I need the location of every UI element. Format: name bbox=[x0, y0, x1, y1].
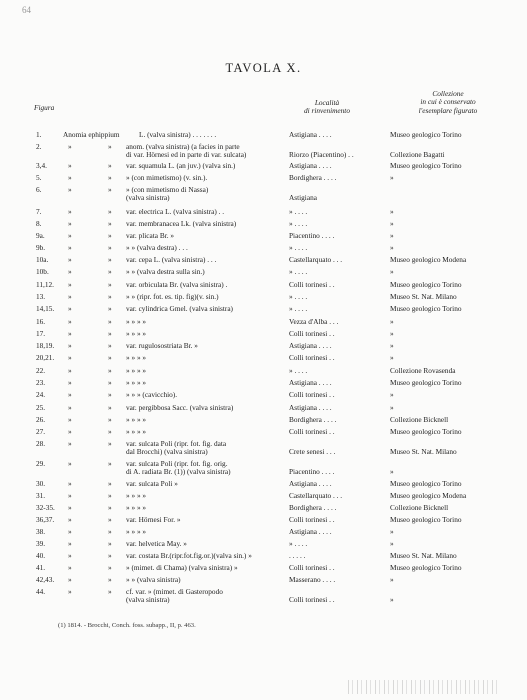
collection: Museo geologico Torino bbox=[390, 427, 462, 436]
locality: Castellarquato . . . bbox=[289, 255, 343, 264]
header-collezione-line1: Collezione bbox=[432, 89, 464, 98]
ditto-mark: » bbox=[68, 142, 72, 151]
specimen-description: » » (valva destra sulla sin.) bbox=[126, 267, 205, 276]
ditto-mark: » bbox=[108, 173, 112, 182]
header-localita bbox=[282, 99, 372, 116]
figure-number: 9a. bbox=[36, 231, 45, 240]
figure-number: 42,43. bbox=[36, 575, 55, 584]
specimen-description: di A. radiata Br. (1)) (valva sinistra) bbox=[126, 467, 231, 477]
specimen-description: » » » » bbox=[126, 329, 147, 338]
figure-number: 16. bbox=[36, 317, 46, 326]
collection: Museo geologico Torino bbox=[390, 479, 462, 488]
ditto-mark: » bbox=[108, 219, 112, 228]
ditto-mark: » bbox=[108, 207, 112, 216]
header-localita-line1: Località bbox=[314, 98, 340, 107]
collection: » bbox=[390, 341, 394, 350]
ditto-mark: » bbox=[108, 185, 112, 194]
ditto-mark: » bbox=[68, 503, 72, 512]
ditto-mark: » bbox=[108, 427, 112, 436]
locality: Colli torinesi . . bbox=[289, 353, 335, 362]
collection: Museo St. Nat. Milano bbox=[390, 447, 457, 457]
locality: » . . . . bbox=[289, 267, 308, 276]
locality: » . . . . bbox=[289, 243, 308, 252]
locality: . . . . . bbox=[289, 551, 306, 560]
ditto-mark: » bbox=[68, 255, 72, 264]
specimen-description: L. (valva sinistra) . . . . . . . bbox=[139, 130, 217, 139]
specimen-description: var. costata Br.(ripr.fot.fig.or.)(valva sin.) » bbox=[126, 551, 252, 560]
locality: Crete senesi . . . bbox=[289, 447, 336, 457]
ditto-mark: » bbox=[108, 539, 112, 548]
collection: Museo geologico Modena bbox=[390, 255, 467, 264]
locality: Colli torinesi . . bbox=[289, 390, 335, 399]
figure-number: 13. bbox=[36, 292, 46, 301]
collection: Museo geologico Torino bbox=[390, 161, 462, 170]
ditto-mark: » bbox=[108, 142, 112, 151]
locality: Astigiana . . . . bbox=[289, 479, 332, 488]
locality: Astigiana . . . . bbox=[289, 378, 332, 387]
collection: Collezione Bagatti bbox=[390, 150, 445, 160]
collection: » bbox=[390, 539, 394, 548]
figure-number: 39. bbox=[36, 539, 46, 548]
locality: » . . . . bbox=[289, 304, 308, 313]
specimen-description: » » » » bbox=[126, 366, 147, 375]
ditto-mark: » bbox=[108, 403, 112, 412]
ditto-mark: » bbox=[68, 366, 72, 375]
ditto-mark: » bbox=[68, 563, 72, 572]
specimen-description: var. pergibbosa Sacc. (valva sinistra) bbox=[126, 403, 234, 412]
specimen-description: var. cepa L. (valva sinistra) . . . bbox=[126, 255, 217, 264]
specimen-description: » » » » bbox=[126, 415, 147, 424]
locality: » . . . . bbox=[289, 539, 308, 548]
collection: » bbox=[390, 403, 394, 412]
figure-number: 6. bbox=[36, 185, 42, 194]
ditto-mark: » bbox=[68, 551, 72, 560]
figure-number: 26. bbox=[36, 415, 46, 424]
locality: Piacentino . . . . bbox=[289, 467, 335, 477]
ditto-mark: » bbox=[108, 575, 112, 584]
collection: Collezione Bicknell bbox=[390, 415, 449, 424]
locality: Astigiana . . . . bbox=[289, 527, 332, 536]
ditto-mark: » bbox=[108, 390, 112, 399]
ditto-mark: » bbox=[68, 317, 72, 326]
locality: Bordighera . . . . bbox=[289, 503, 337, 512]
specimen-description: var. sulcata Poli » bbox=[126, 479, 178, 488]
locality: Masserano . . . . bbox=[289, 575, 336, 584]
figure-number: 41. bbox=[36, 563, 46, 572]
specimen-description: » » » » bbox=[126, 427, 147, 436]
ditto-mark: » bbox=[68, 427, 72, 436]
figure-number: 44. bbox=[36, 587, 46, 596]
figure-number: 25. bbox=[36, 403, 46, 412]
ditto-mark: » bbox=[108, 527, 112, 536]
specimen-description: » » » » bbox=[126, 317, 147, 326]
specimen-description: var. Hörnesi For. » bbox=[126, 515, 181, 524]
specimen-description: var. cylindrica Gmel. (valva sinistra) bbox=[126, 304, 233, 313]
figure-number: 7. bbox=[36, 207, 42, 216]
ditto-mark: » bbox=[108, 292, 112, 301]
figure-number: 8. bbox=[36, 219, 42, 228]
scan-artifact-marks bbox=[348, 680, 498, 694]
specimen-description: di var. Hörnesi ed in parte di var. sulcata) bbox=[126, 150, 247, 160]
figure-number: 28. bbox=[36, 439, 46, 448]
locality: » . . . . bbox=[289, 292, 308, 301]
collection: » bbox=[390, 390, 394, 399]
ditto-mark: » bbox=[68, 459, 72, 468]
ditto-mark: » bbox=[68, 587, 72, 596]
locality: » . . . . bbox=[289, 207, 308, 216]
ditto-mark: » bbox=[68, 243, 72, 252]
locality: » . . . . bbox=[289, 219, 308, 228]
figure-number: 32-35. bbox=[36, 503, 55, 512]
locality: Astigiana . . . . bbox=[289, 161, 332, 170]
ditto-mark: » bbox=[108, 161, 112, 170]
ditto-mark: » bbox=[68, 231, 72, 240]
specimen-description: » » » » bbox=[126, 503, 147, 512]
figure-number: 27. bbox=[36, 427, 46, 436]
ditto-mark: » bbox=[68, 185, 72, 194]
locality: Bordighera . . . . bbox=[289, 173, 337, 182]
specimen-description: » » (valva sinistra) bbox=[126, 575, 181, 584]
locality: Colli torinesi . . bbox=[289, 563, 335, 572]
ditto-mark: » bbox=[108, 267, 112, 276]
plate-title: TAVOLA X. bbox=[225, 61, 302, 75]
figure-number: 36,37. bbox=[36, 515, 55, 524]
ditto-mark: » bbox=[108, 243, 112, 252]
locality: Astigiana bbox=[289, 193, 317, 203]
locality: Colli torinesi . . bbox=[289, 280, 335, 289]
figure-number: 10b. bbox=[36, 267, 49, 276]
collection: Collezione Rovasenda bbox=[390, 366, 456, 375]
collection: » bbox=[390, 207, 394, 216]
specimen-description: anom. (valva sinistra) (a facies in parte bbox=[126, 142, 240, 151]
collection: » bbox=[390, 231, 394, 240]
ditto-mark: » bbox=[108, 459, 112, 468]
genus-name: Anomia ephippium bbox=[63, 130, 120, 139]
collection: » bbox=[390, 267, 394, 276]
ditto-mark: » bbox=[108, 587, 112, 596]
specimen-description: var. sulcata Poli (ripr. fot. fig. orig. bbox=[126, 459, 228, 468]
collection: » bbox=[390, 575, 394, 584]
ditto-mark: » bbox=[68, 341, 72, 350]
collection: » bbox=[390, 467, 394, 477]
collection: Collezione Bicknell bbox=[390, 503, 449, 512]
figure-number: 20,21. bbox=[36, 353, 55, 362]
specimen-description: » (con mimetismo) (v. sin.). bbox=[126, 173, 208, 182]
ditto-mark: » bbox=[68, 439, 72, 448]
figure-number: 24. bbox=[36, 390, 46, 399]
ditto-mark: » bbox=[108, 255, 112, 264]
header-figura: Figura bbox=[34, 103, 55, 112]
figure-number: 31. bbox=[36, 491, 46, 500]
specimen-description: » » » (cavicchio). bbox=[126, 390, 178, 399]
locality: Colli torinesi . . bbox=[289, 595, 335, 605]
specimen-description: (valva sinistra) bbox=[126, 193, 170, 203]
specimen-description: (valva sinistra) bbox=[126, 595, 170, 605]
collection: Museo geologico Torino bbox=[390, 280, 462, 289]
ditto-mark: » bbox=[108, 515, 112, 524]
figure-number: 40. bbox=[36, 551, 46, 560]
header-collezione bbox=[388, 90, 508, 115]
ditto-mark: » bbox=[68, 515, 72, 524]
specimen-description: var. orbiculata Br. (valva sinistra) . bbox=[126, 280, 228, 289]
collection: » bbox=[390, 329, 394, 338]
specimen-description: var. helvetica May. » bbox=[126, 539, 187, 548]
locality: Colli torinesi . . bbox=[289, 329, 335, 338]
locality: Castellarquato . . . bbox=[289, 491, 343, 500]
locality: Vezza d'Alba . . . bbox=[289, 317, 339, 326]
footnote: (1) 1814. - Brocchi, Conch. foss. subapp., II, p. 463. bbox=[58, 622, 196, 629]
ditto-mark: » bbox=[68, 415, 72, 424]
collection: » bbox=[390, 353, 394, 362]
ditto-mark: » bbox=[108, 317, 112, 326]
header-collezione-line2: in cui è conservato bbox=[420, 97, 476, 107]
figure-number: 14,15. bbox=[36, 304, 55, 313]
ditto-mark: » bbox=[68, 292, 72, 301]
collection: » bbox=[390, 219, 394, 228]
ditto-mark: » bbox=[68, 219, 72, 228]
collection: » bbox=[390, 595, 394, 605]
figure-number: 11,12. bbox=[36, 280, 54, 289]
ditto-mark: » bbox=[68, 173, 72, 182]
figure-number: 38. bbox=[36, 527, 46, 536]
specimen-description: var. membranacea Lk. (valva sinistra) bbox=[126, 219, 237, 228]
locality: Piacentino . . . . bbox=[289, 231, 335, 240]
header-localita-line2: di rinvenimento bbox=[303, 106, 350, 116]
specimen-description: » » » » bbox=[126, 527, 147, 536]
ditto-mark: » bbox=[108, 378, 112, 387]
specimen-description: var. plicata Br. » bbox=[126, 231, 175, 240]
figure-number: 2. bbox=[36, 142, 42, 151]
ditto-mark: » bbox=[108, 551, 112, 560]
ditto-mark: » bbox=[68, 539, 72, 548]
figure-number: 29. bbox=[36, 459, 46, 468]
ditto-mark: » bbox=[108, 329, 112, 338]
specimen-description: dal Brocchi) (valva sinistra) bbox=[126, 447, 208, 457]
specimen-description: » » (ripr. fot. es. tip. fig)(v. sin.) bbox=[126, 292, 219, 301]
locality: Astigiana . . . . bbox=[289, 130, 332, 139]
specimen-description: » » » » bbox=[126, 353, 147, 362]
collection: Museo geologico Torino bbox=[390, 563, 462, 572]
specimen-description: » (con mimetismo di Nassa) bbox=[126, 185, 209, 194]
locality: Bordighera . . . . bbox=[289, 415, 337, 424]
ditto-mark: » bbox=[108, 353, 112, 362]
ditto-mark: » bbox=[68, 403, 72, 412]
page-number: 64 bbox=[22, 5, 31, 15]
ditto-mark: » bbox=[68, 479, 72, 488]
ditto-mark: » bbox=[108, 563, 112, 572]
ditto-mark: » bbox=[68, 378, 72, 387]
ditto-mark: » bbox=[108, 304, 112, 313]
ditto-mark: » bbox=[68, 280, 72, 289]
ditto-mark: » bbox=[68, 575, 72, 584]
ditto-mark: » bbox=[68, 527, 72, 536]
ditto-mark: » bbox=[68, 491, 72, 500]
collection: Museo geologico Torino bbox=[390, 130, 462, 139]
collection: Museo geologico Torino bbox=[390, 304, 462, 313]
locality: Astigiana . . . . bbox=[289, 341, 332, 350]
ditto-mark: » bbox=[68, 353, 72, 362]
specimen-description: » » » » bbox=[126, 378, 147, 387]
ditto-mark: » bbox=[108, 280, 112, 289]
ditto-mark: » bbox=[68, 390, 72, 399]
figure-number: 17. bbox=[36, 329, 46, 338]
figure-number: 23. bbox=[36, 378, 46, 387]
locality: Colli torinesi . . bbox=[289, 515, 335, 524]
figure-number: 1. bbox=[36, 130, 42, 139]
ditto-mark: » bbox=[108, 439, 112, 448]
ditto-mark: » bbox=[108, 366, 112, 375]
collection: » bbox=[390, 317, 394, 326]
specimen-description: var. rugulosostriata Br. » bbox=[126, 341, 198, 350]
header-collezione-line3: l'esemplare figurato bbox=[418, 105, 478, 115]
collection: Museo St. Nat. Milano bbox=[390, 292, 457, 301]
collection: Museo St. Nat. Milano bbox=[390, 551, 457, 560]
figure-number: 18,19. bbox=[36, 341, 55, 350]
collection: » bbox=[390, 527, 394, 536]
ditto-mark: » bbox=[108, 415, 112, 424]
ditto-mark: » bbox=[108, 479, 112, 488]
figure-number: 3,4. bbox=[36, 161, 47, 170]
collection: Museo geologico Modena bbox=[390, 491, 467, 500]
ditto-mark: » bbox=[108, 491, 112, 500]
specimen-description: » » » » bbox=[126, 491, 147, 500]
ditto-mark: » bbox=[68, 304, 72, 313]
collection: Museo geologico Torino bbox=[390, 515, 462, 524]
figure-number: 22. bbox=[36, 366, 46, 375]
collection: Museo geologico Torino bbox=[390, 378, 462, 387]
locality: Colli torinesi . . bbox=[289, 427, 335, 436]
figure-number: 5. bbox=[36, 173, 42, 182]
collection: » bbox=[390, 173, 394, 182]
figure-number: 9b. bbox=[36, 243, 46, 252]
collection: » bbox=[390, 243, 394, 252]
figure-number: 10a. bbox=[36, 255, 49, 264]
specimen-description: var. squamula L. (an juv.) (valva sin.) bbox=[126, 161, 236, 170]
specimen-description: » » (valva destra) . . . bbox=[126, 243, 188, 252]
locality: Astigiana . . . . bbox=[289, 403, 332, 412]
ditto-mark: » bbox=[108, 341, 112, 350]
locality: Riorzo (Piacentino) . . bbox=[289, 150, 354, 160]
specimen-description: » (mimet. di Chama) (valva sinistra) » bbox=[126, 563, 238, 572]
ditto-mark: » bbox=[68, 207, 72, 216]
figure-number: 30. bbox=[36, 479, 46, 488]
ditto-mark: » bbox=[108, 503, 112, 512]
specimen-description: var. electrica L. (valva sinistra) . . bbox=[126, 207, 225, 216]
ditto-mark: » bbox=[68, 329, 72, 338]
specimen-description: var. sulcata Poli (ripr. fot. fig. data bbox=[126, 439, 227, 448]
locality: » . . . . bbox=[289, 366, 308, 375]
ditto-mark: » bbox=[68, 161, 72, 170]
ditto-mark: » bbox=[68, 267, 72, 276]
ditto-mark: » bbox=[108, 231, 112, 240]
specimen-description: cf. var. » (mimet. di Gasteropodo bbox=[126, 587, 223, 596]
